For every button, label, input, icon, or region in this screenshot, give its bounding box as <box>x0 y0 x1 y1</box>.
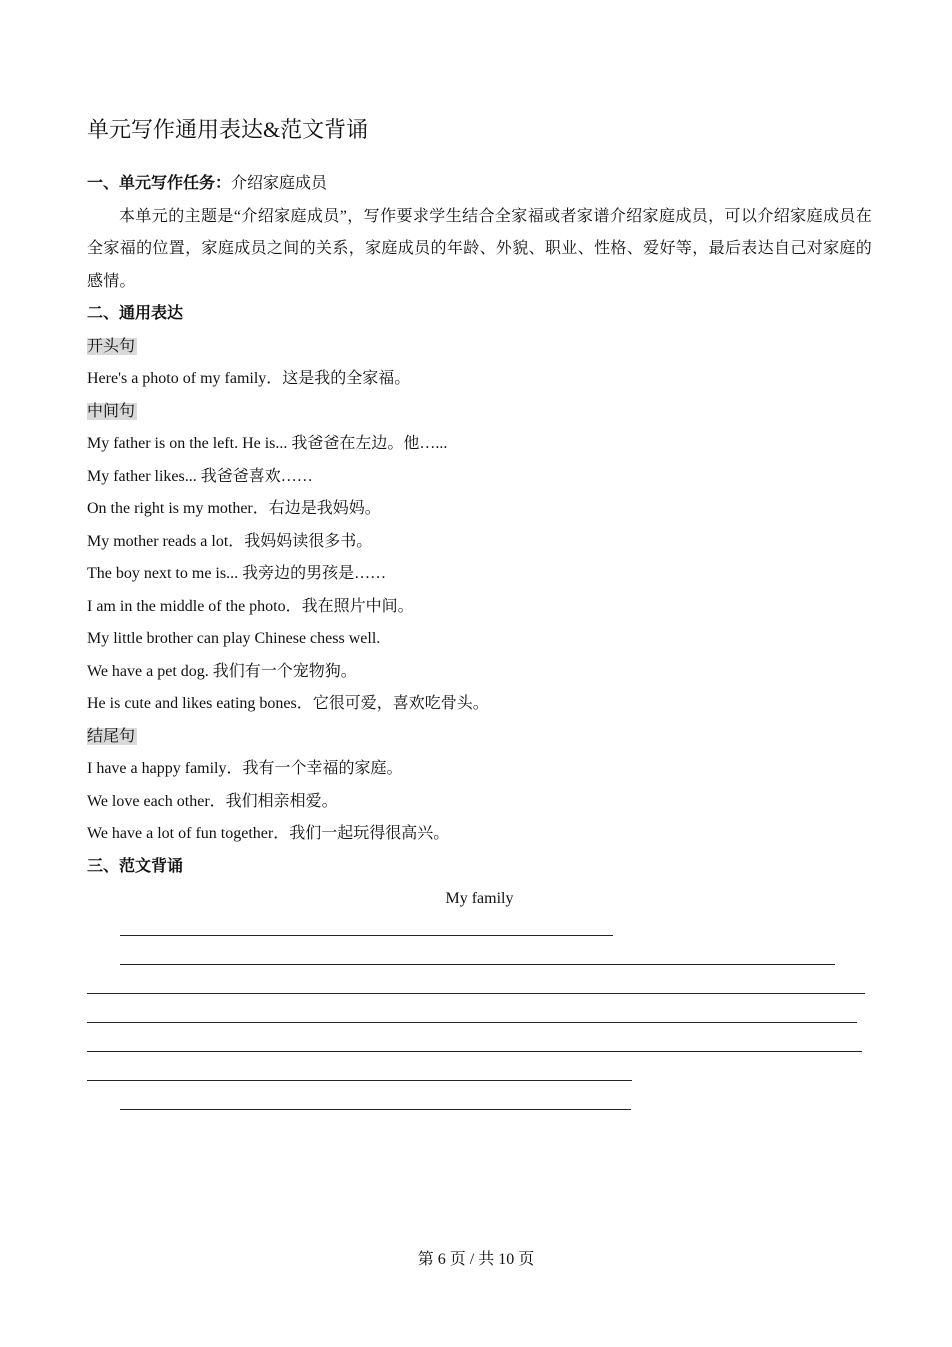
middle-sentence: On the right is my mother．右边是我妈妈。 <box>87 500 381 517</box>
page-number: 第 6 页 / 共 10 页 <box>417 1251 535 1268</box>
writing-line[interactable] <box>120 935 613 936</box>
essay-title: My family <box>445 890 514 907</box>
closing-sentence: We love each other．我们相亲相爱。 <box>87 792 338 810</box>
section1-task: 介绍家庭成员 <box>231 175 328 192</box>
closing-sentence: I have a happy family．我有一个幸福的家庭。 <box>87 760 403 777</box>
opening-label: 开头句 <box>87 337 136 355</box>
opening-sentence: Here's a photo of my family．这是我的全家福。 <box>87 370 411 387</box>
middle-sentence: My father likes... 我爸爸喜欢…… <box>87 467 313 485</box>
section1-label: 一、单元写作任务： <box>87 175 232 192</box>
middle-label: 中间句 <box>87 402 136 420</box>
section1-paragraph: 本单元的主题是“介绍家庭成员”，写作要求学生结合全家福或者家谱介绍家庭成员，可以介绍家庭成员在全家福的位置，家庭成员之间的关系，家庭成员的年龄、外貌、职业、性格、爱好等，最后表达自己对家庭的感情。 <box>87 207 872 290</box>
middle-sentence: I am in the middle of the photo．我在照片中间。 <box>87 597 414 615</box>
writing-line[interactable] <box>87 1022 857 1023</box>
middle-sentence: He is cute and likes eating bones．它很可爱，喜欢吃骨头。 <box>87 695 489 712</box>
middle-sentence: We have a pet dog. 我们有一个宠物狗。 <box>87 662 357 680</box>
document-body <box>87 168 872 916</box>
middle-sentence: My mother reads a lot．我妈妈读很多书。 <box>87 532 373 550</box>
page-title: 单元写作通用表达&范文背诵 <box>87 117 369 142</box>
writing-line[interactable] <box>87 1051 862 1052</box>
closing-label: 结尾句 <box>87 727 136 745</box>
section2-heading: 二、通用表达 <box>87 305 184 322</box>
section3-heading: 三、范文背诵 <box>87 857 184 875</box>
middle-sentence: My little brother can play Chinese chess well. <box>87 630 381 647</box>
writing-line[interactable] <box>87 993 865 994</box>
middle-sentence: My father is on the left. He is... 我爸爸在左边。他…... <box>87 435 448 452</box>
writing-line[interactable] <box>120 964 835 965</box>
middle-sentence: The boy next to me is... 我旁边的男孩是…… <box>87 565 387 582</box>
section1-heading <box>87 168 872 201</box>
closing-sentence: We have a lot of fun together．我们一起玩得很高兴。 <box>87 825 450 842</box>
writing-line[interactable] <box>87 1080 632 1081</box>
writing-line[interactable] <box>120 1109 631 1110</box>
